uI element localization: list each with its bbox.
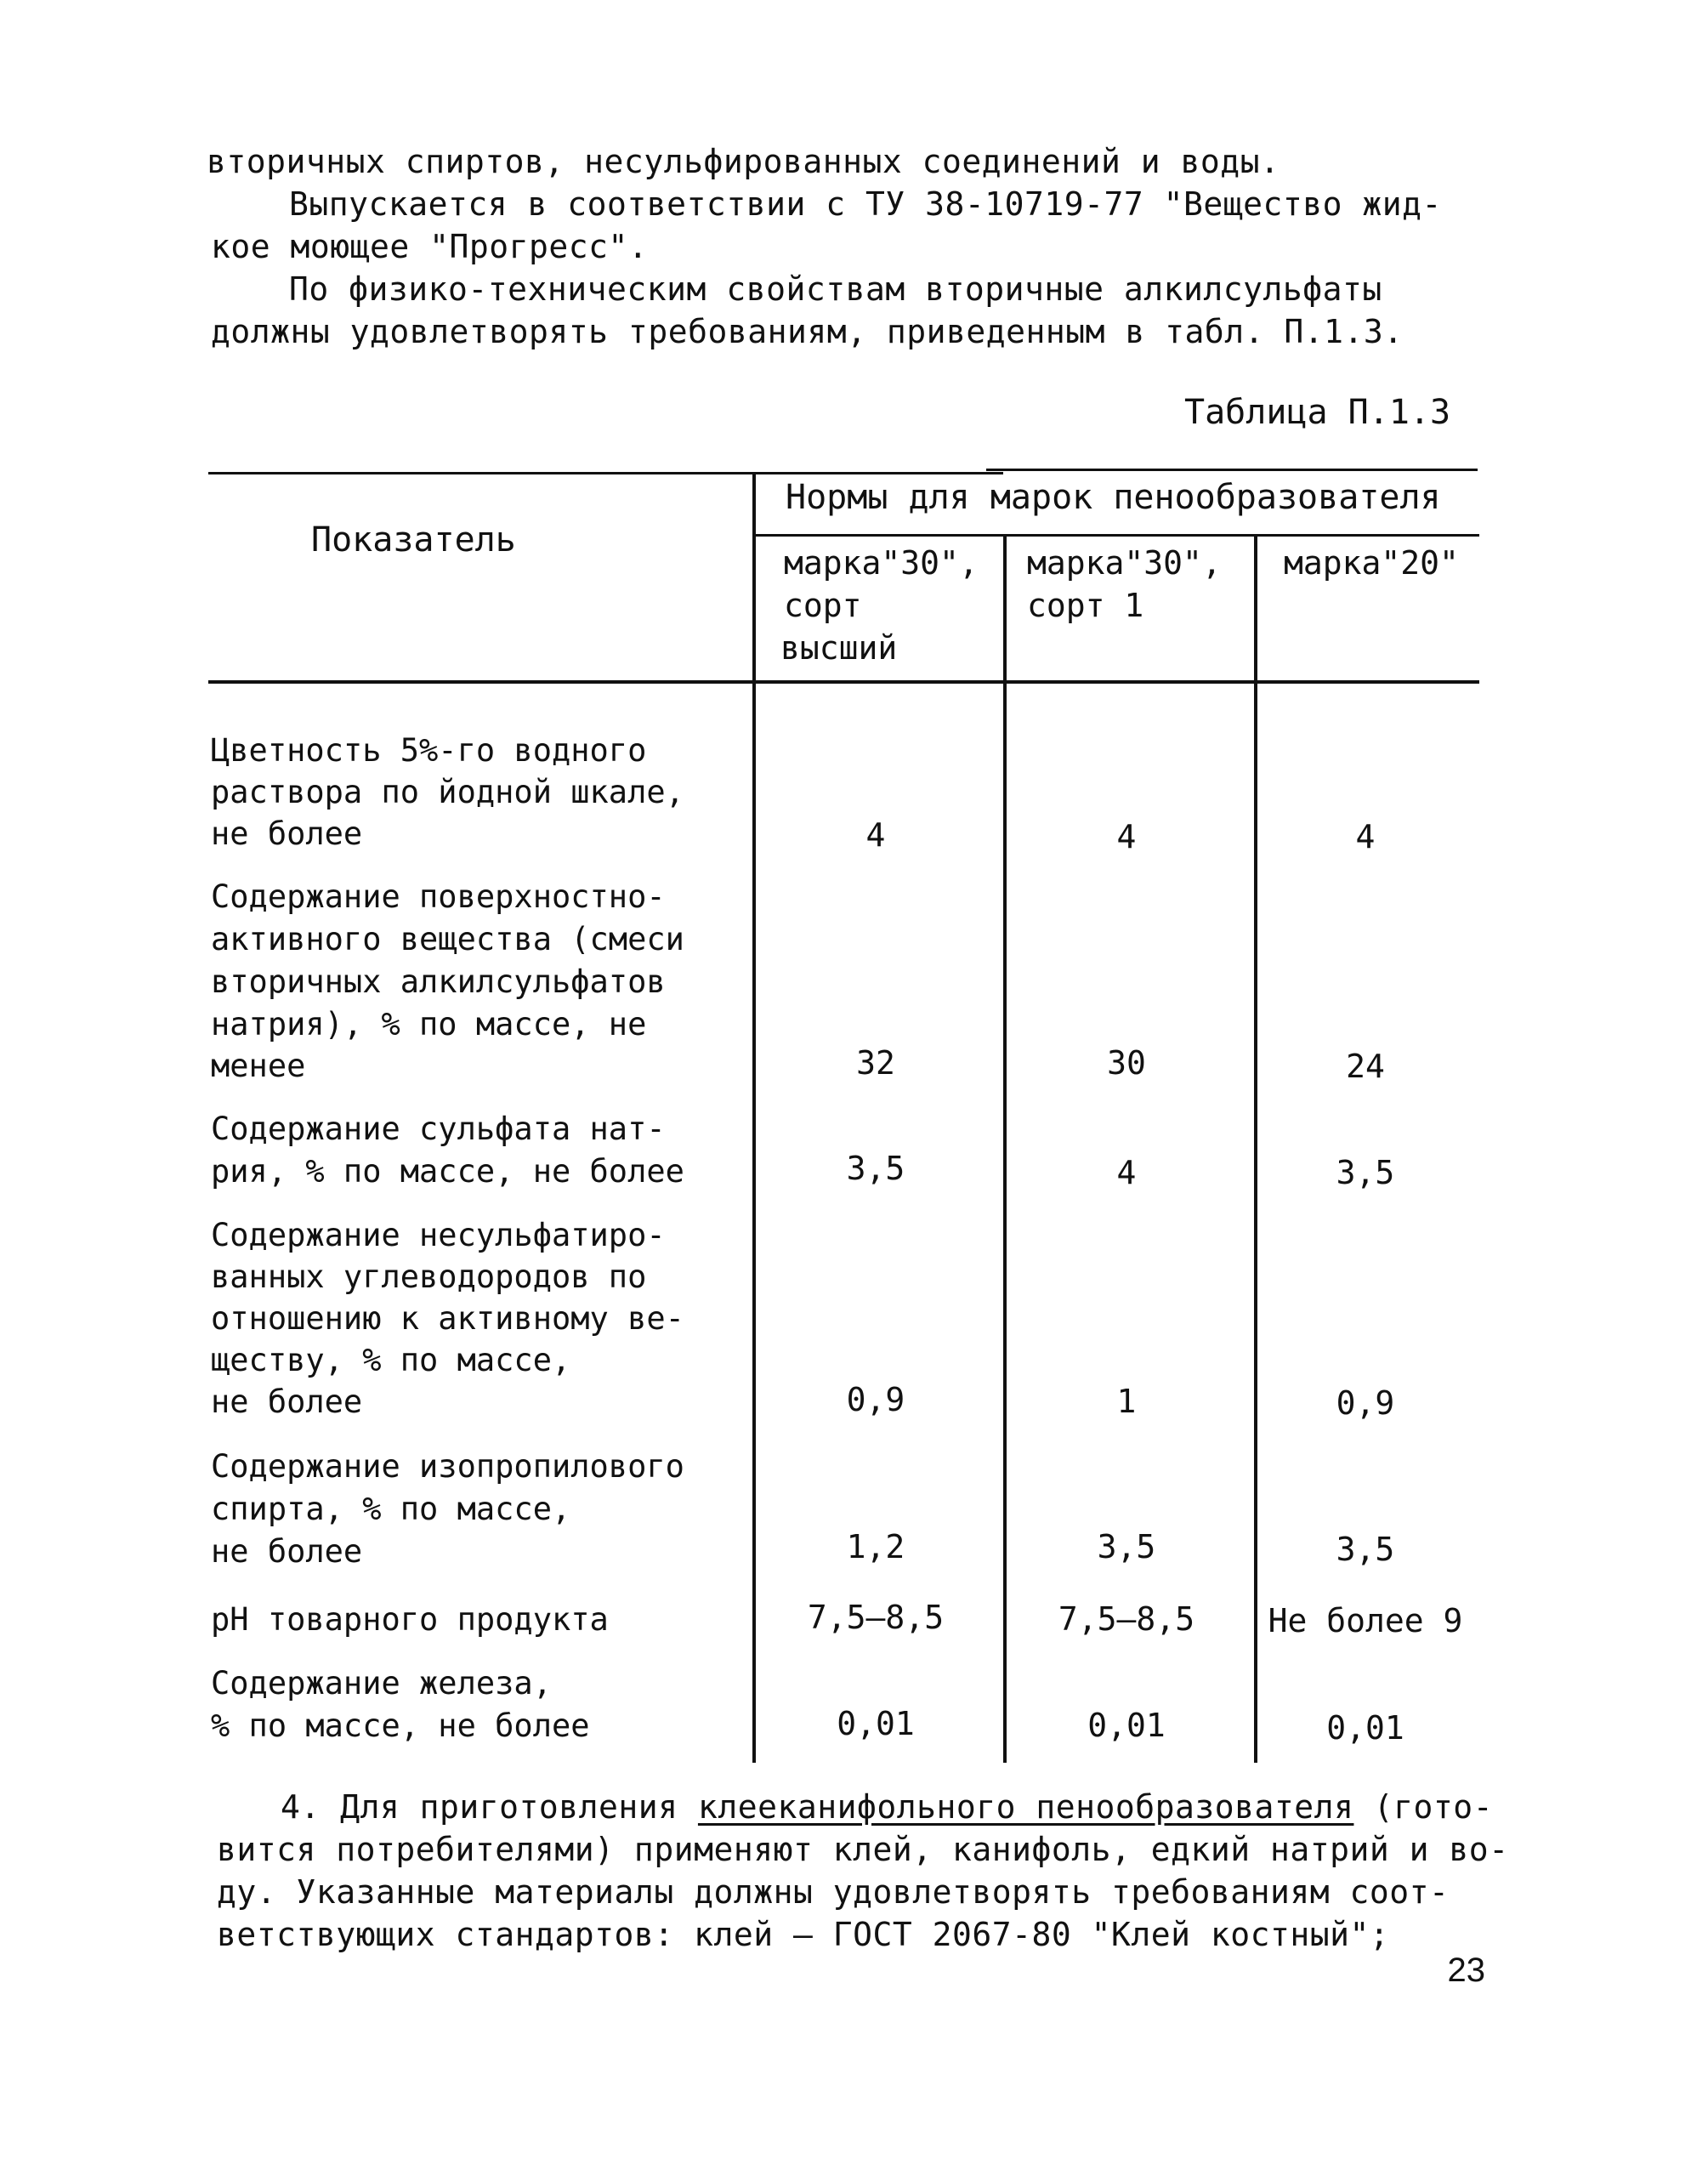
row7-label-2: % по массе, не более: [211, 1707, 590, 1744]
row4-label-1: Содержание несульфатиро-: [211, 1217, 666, 1253]
footer-line-1a: 4. Для приготовления: [281, 1788, 698, 1826]
row1-value-3: 4: [1355, 818, 1376, 855]
intro-line-2: Выпускается в соответствии с ТУ 38-10719-77 "Вещество жид-: [289, 185, 1442, 223]
row2-value-2: 30: [1107, 1044, 1146, 1082]
row2-value-1: 32: [856, 1044, 895, 1082]
row7-value-1: 0,01: [837, 1705, 915, 1742]
table-col-divider-3: [1254, 536, 1257, 1763]
footer-line-1b: (гото-: [1353, 1788, 1494, 1826]
row5-value-1: 1,2: [846, 1528, 905, 1565]
row2-label-4: натрия), % по массе, не: [211, 1006, 647, 1043]
row4-value-1: 0,9: [846, 1381, 905, 1418]
table-col-divider-2: [1003, 536, 1007, 1763]
row2-label-3: вторичных алкилсульфатов: [211, 963, 666, 1000]
header-col2-line2: сорт 1: [1027, 587, 1144, 624]
table-col-divider-1: [752, 472, 756, 1763]
table-top-rule-right: [986, 469, 1478, 471]
intro-line-1: вторичных спиртов, несульфированных соединений и воды.: [207, 143, 1280, 180]
row2-value-3: 24: [1346, 1048, 1385, 1085]
header-col1-line2: сорт: [784, 587, 862, 624]
row4-label-4: ществу, % по массе,: [211, 1342, 571, 1378]
intro-line-5: должны удовлетворять требованиям, приведенным в табл. П.1.3.: [211, 313, 1404, 350]
footer-line-2: вится потребителями) применяют клей, канифоль, едкий натрий и во-: [217, 1831, 1509, 1868]
row3-value-2: 4: [1116, 1154, 1137, 1191]
row3-label-1: Содержание сульфата нат-: [211, 1111, 666, 1147]
footer-line-1: [281, 1786, 1493, 1828]
row2-label-2: активного вещества (смеси: [211, 921, 684, 957]
footer-line-3: ду. Указанные материалы должны удовлетворять требованиям соот-: [217, 1873, 1450, 1911]
row7-value-2: 0,01: [1087, 1707, 1166, 1744]
row1-value-1: 4: [865, 816, 886, 854]
footer-underlined-term: клееканифольного пенообразователя: [697, 1788, 1354, 1826]
header-group: Нормы для марок пенообразователя: [786, 478, 1441, 517]
row5-label-3: не более: [211, 1533, 363, 1570]
row5-value-3: 3,5: [1336, 1531, 1395, 1568]
intro-line-4: По физико-техническим свойствам вторичные алкилсульфаты: [289, 270, 1382, 308]
row5-label-1: Содержание изопропилового: [211, 1448, 684, 1485]
header-param: Показатель: [311, 520, 516, 560]
row4-value-2: 1: [1116, 1383, 1137, 1420]
row4-label-3: отношению к активному ве-: [211, 1300, 684, 1337]
header-col1-line3: высший: [780, 629, 898, 667]
row2-label-5: менее: [211, 1048, 306, 1084]
row1-value-2: 4: [1116, 818, 1137, 855]
row5-label-2: спирта, % по массе,: [211, 1491, 571, 1527]
row7-value-3: 0,01: [1326, 1709, 1404, 1747]
row3-value-1: 3,5: [846, 1150, 905, 1187]
row3-label-2: рия, % по массе, не более: [211, 1153, 684, 1190]
row2-label-1: Содержание поверхностно-: [211, 878, 666, 915]
row6-value-3: Не более 9: [1268, 1602, 1463, 1639]
footer-line-4: ветствующих стандартов: клей – ГОСТ 2067-80 "Клей костный";: [217, 1916, 1390, 1953]
header-col2-line1: марка"30",: [1027, 544, 1222, 582]
table-top-rule-left: [208, 472, 1003, 474]
row3-value-3: 3,5: [1336, 1154, 1395, 1191]
row1-label-1: Цветность 5%-го водного: [211, 732, 647, 769]
table-header-bottom-rule: [208, 680, 1479, 684]
row7-label-1: Содержание железа,: [211, 1665, 552, 1702]
header-col1-line1: марка"30",: [784, 544, 979, 582]
row4-label-5: не более: [211, 1383, 363, 1420]
page-number: 23: [1447, 1952, 1485, 1989]
row1-label-3: не более: [211, 815, 363, 852]
row4-value-3: 0,9: [1336, 1384, 1395, 1422]
header-col3-line1: марка"20": [1284, 544, 1459, 582]
row1-label-2: раствора по йодной шкале,: [211, 774, 684, 810]
row4-label-2: ванных углеводородов по: [211, 1258, 647, 1295]
row6-label-1: рН товарного продукта: [211, 1601, 609, 1638]
row6-value-1: 7,5–8,5: [807, 1599, 945, 1636]
row5-value-2: 3,5: [1097, 1528, 1156, 1565]
table-subheader-rule: [752, 534, 1479, 537]
intro-line-3: кое моющее "Прогресс".: [211, 228, 649, 265]
table-caption: Таблица П.1.3: [1184, 393, 1451, 432]
row6-value-2: 7,5–8,5: [1058, 1600, 1195, 1638]
